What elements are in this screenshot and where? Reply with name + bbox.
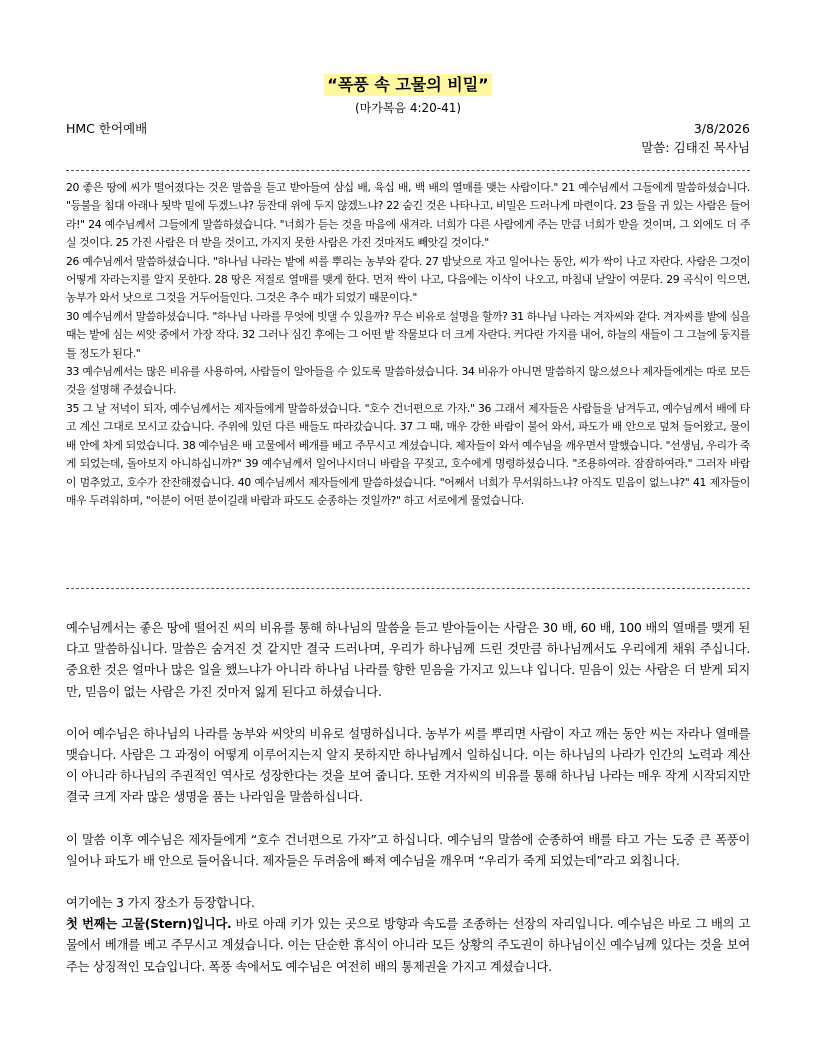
body-paragraph: 이 말씀 이후 예수님은 제자들에게 “호수 건너편으로 가자”고 하십니다. 예수님의 말씀에 순종하여 배를 타고 가는 도중 큰 폭풍이 일어나 파도가 배 안으로 들어옵니다. 제자들은 두려움에 빠져 예수님을 깨우며 “우리가 죽게 되었는데”라고 외칩니다. [66, 832, 750, 868]
body-paragraph: 예수님께서는 좋은 땅에 떨어진 씨의 비유를 통해 하나님의 말씀을 듣고 받아들이는 사람은 30 배, 60 배, 100 배의 열매를 맺게 된다고 말씀하십니다. 말씀은 숨겨진 것 같지만 결국 드러나며, 우리가 하나님께 드린 것만큼 하나님께서도 우리에게 채워 주십니다. 중요한 것은 얼마나 많은 일을 했느냐가 아니라 하나님 나라를 향한 믿음을 가지고 있느냐 입니다. 믿음이 있는 사람은 더 받게 되지만, 믿음이 없는 사람은 가진 것마저 잃게 된다고 하셨습니다. [66, 621, 750, 699]
sermon-date: 3/8/2026 [693, 121, 750, 136]
body-paragraph: 여기에는 3 가지 장소가 등장합니다. [66, 896, 255, 911]
scripture-paragraph: 26 예수님께서 말씀하셨습니다. "하나님 나라는 밭에 씨를 뿌리는 농부와 같다. 27 밤낮으로 자고 일어나는 동안, 씨가 싹이 나고 자란다. 사람은 그것이 어떻게 자라는지를 알지 못한다. 28 땅은 저절로 열매를 맺게 한다. 먼저 싹이 나고, 다음에는 이삭이 나오고, 마침내 낟알이 여문다. 29 곡식이 익으면, 농부가 와서 낫으로 그것을 거두어들인다. 그것은 추수 때가 되었기 때문이다." [66, 254, 750, 305]
top-divider [66, 170, 750, 171]
bottom-divider [66, 588, 750, 589]
sermon-title: “폭풍 속 고물의 비밀” [324, 74, 491, 96]
scripture-reference: (마가복음 4:20-41) [354, 101, 462, 115]
body-paragraph [66, 914, 750, 978]
point-heading: 첫 번째는 고물(Stern)입니다. [66, 917, 232, 932]
scripture-passage [66, 179, 750, 510]
speaker-name: 말씀: 김태진 목사님 [641, 140, 750, 155]
point-text: 바로 아래 키가 있는 곳으로 방향과 속도를 조종하는 선장의 자리입니다. 예수님은 바로 그 배의 고물에서 베개를 베고 주무시고 계셨습니다. 이는 단순한 휴식이 아니라 모든 상황의 주도권이 하나님이신 예수님께 있다는 것을 보여 주는 상징적인 모습입니다. 폭풍 속에서도 예수님은 여전히 배의 통제권을 가지고 계셨습니다. [66, 917, 750, 974]
scripture-paragraph: 33 예수님께서는 많은 비유를 사용하여, 사람들이 알아들을 수 있도록 말씀하셨습니다. 34 비유가 아니면 말씀하지 않으셨으나 제자들에게는 따로 모든 것을 설명해 주셨습니다. [66, 365, 750, 397]
sermon-body [66, 618, 750, 978]
scripture-paragraph: 30 예수님께서 말씀하셨습니다. "하나님 나라를 무엇에 빗댈 수 있을까? 무슨 비유로 설명을 할까? 31 하나님 나라는 겨자씨와 같다. 겨자씨를 밭에 심을 때는 밭에 심는 씨앗 중에서 가장 작다. 32 그러나 심긴 후에는 그 어떤 밭 작물보다 더 크게 자란다. 커다란 가지를 내어, 하늘의 새들이 그 그늘에 둥지를 틀 정도가 된다." [66, 309, 750, 360]
body-paragraph: 이어 예수님은 하나님의 나라를 농부와 씨앗의 비유로 설명하십니다. 농부가 씨를 뿌리면 사람이 자고 깨는 동안 씨는 자라나 열매를 맺습니다. 사람은 그 과정이 어떻게 이루어지는지 알지 못하지만 하나님께서 일하십니다. 이는 하나님의 나라가 인간의 노력과 계산이 아니라 하나님의 주권적인 역사로 성장한다는 것을 보여 줍니다. 또한 겨자씨의 비유를 통해 하나님 나라는 매우 작게 시작되지만 결국 크게 자라 많은 생명을 품는 나라임을 말씀하십니다. [66, 726, 750, 805]
scripture-paragraph: 20 좋은 땅에 씨가 떨어졌다는 것은 말씀을 듣고 받아들여 삼십 배, 육십 배, 백 배의 열매를 맺는 사람이다." 21 예수님께서 그들에게 말씀하셨습니다. "등불을 침대 아래나 됫박 밑에 두겠느냐? 등잔대 위에 두지 않겠느냐? 22 숨긴 것은 나타나고, 비밀은 드러나게 마련이다. 23 들을 귀 있는 사람은 들어라!" 24 예수님께서 그들에게 말씀하셨습니다. "너희가 듣는 것을 마음에 새겨라. 너희가 다른 사람에게 주는 만큼 너희가 받을 것이며, 그 외에도 더 주실 것이다. 25 가진 사람은 더 받을 것이고, 가지지 못한 사람은 가진 것마저도 빼앗길 것이다." [66, 181, 750, 250]
church-name: HMC 한어예배 [66, 121, 148, 136]
scripture-paragraph: 35 그 날 저녁이 되자, 예수님께서는 제자들에게 말씀하셨습니다. "호수 건너편으로 가자." 36 그래서 제자들은 사람들을 남겨두고, 예수님께서 배에 타고 계신 그대로 모시고 갔습니다. 주위에 있던 다른 배들도 따라갔습니다. 37 그 때, 매우 강한 바람이 불어 와서, 파도가 배 안으로 덮쳐 들어왔고, 물이 배 안에 차게 되었습니다. 38 예수님은 배 고물에서 베개를 베고 주무시고 계셨습니다. 제자들이 와서 예수님을 깨우면서 말했습니다. "선생님, 우리가 죽게 되었는데, 돌아보지 아니하십니까?" 39 예수님께서 일어나시더니 바람을 꾸짖고, 호수에게 명령하셨습니다. "조용하여라. 잠잠하여라." 그러자 바람이 멈추었고, 호수가 잔잔해졌습니다. 40 예수님께서 제자들에게 말씀하셨습니다. "어째서 너희가 무서워하느냐? 아직도 믿음이 없느냐?" 41 제자들이 매우 두려워하며, "이분이 어떤 분이길래 바람과 파도도 순종하는 것일까?" 하고 서로에게 물었습니다. [66, 401, 750, 507]
title-container [0, 74, 816, 96]
